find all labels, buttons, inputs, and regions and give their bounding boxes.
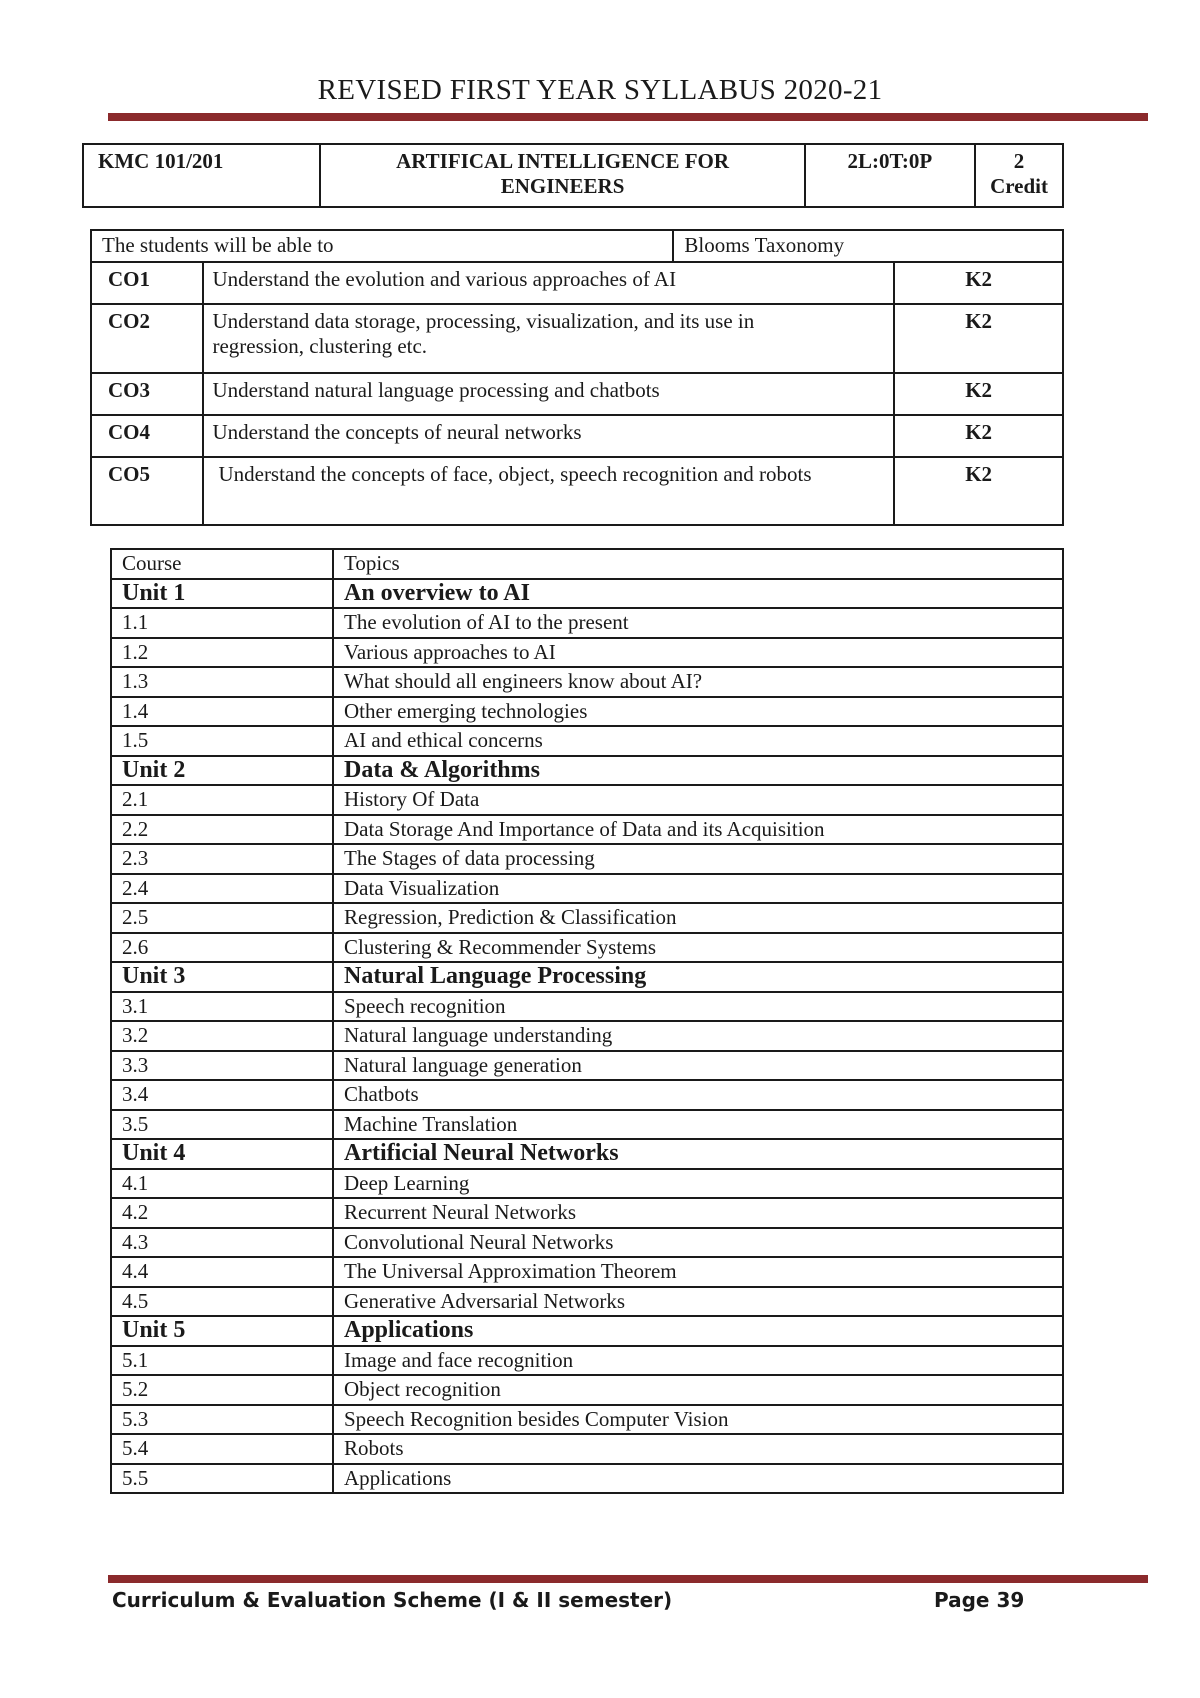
topic-title: What should all engineers know about AI? (333, 667, 1063, 697)
unit-title: An overview to AI (333, 579, 1063, 609)
topic-row (111, 844, 1063, 874)
topic-number: 2.4 (111, 874, 333, 904)
topic-title: Regression, Prediction & Classification (333, 903, 1063, 933)
outcome-text-wrap: Understand data storage, processing, visualization, and its use in regression, clustering etc. (212, 309, 755, 358)
topic-row (111, 1375, 1063, 1405)
topic-number: 5.2 (111, 1375, 333, 1405)
topic-row (111, 1346, 1063, 1376)
topic-number: 3.4 (111, 1080, 333, 1110)
topic-number: 1.4 (111, 697, 333, 727)
course-credits: 2 Credit (975, 144, 1063, 207)
topic-title: Object recognition (333, 1375, 1063, 1405)
outcomes-header-row (91, 230, 1063, 262)
topic-number: 2.6 (111, 933, 333, 963)
top-divider (108, 113, 1148, 121)
topic-row (111, 697, 1063, 727)
topic-title: Machine Translation (333, 1110, 1063, 1140)
topics-col-topics: Topics (333, 549, 1063, 579)
topic-title: Natural language understanding (333, 1021, 1063, 1051)
topic-row (111, 726, 1063, 756)
topic-row (111, 1287, 1063, 1317)
topic-title: The Universal Approximation Theorem (333, 1257, 1063, 1287)
topic-title: The evolution of AI to the present (333, 608, 1063, 638)
course-header-row (83, 144, 1063, 207)
topic-row (111, 1228, 1063, 1258)
topic-row (111, 1110, 1063, 1140)
topic-title: Generative Adversarial Networks (333, 1287, 1063, 1317)
topic-number: 5.4 (111, 1434, 333, 1464)
topic-title: Robots (333, 1434, 1063, 1464)
topic-number: 4.3 (111, 1228, 333, 1258)
outcome-text (203, 304, 894, 373)
outcome-level: K2 (894, 373, 1063, 415)
topic-title: Recurrent Neural Networks (333, 1198, 1063, 1228)
topics-header-row (111, 549, 1063, 579)
unit-title: Data & Algorithms (333, 756, 1063, 786)
topic-row (111, 785, 1063, 815)
topic-title: History Of Data (333, 785, 1063, 815)
unit-title: Applications (333, 1316, 1063, 1346)
topic-title: Applications (333, 1464, 1063, 1494)
unit-label: Unit 4 (111, 1139, 333, 1169)
outcome-text: Understand the concepts of neural networks (203, 415, 894, 457)
outcome-code: CO3 (91, 373, 203, 415)
topic-title: AI and ethical concerns (333, 726, 1063, 756)
outcome-level: K2 (894, 304, 1063, 373)
outcome-level: K2 (894, 262, 1063, 304)
topic-number: 5.1 (111, 1346, 333, 1376)
topic-title: Chatbots (333, 1080, 1063, 1110)
unit-row (111, 962, 1063, 992)
unit-row (111, 756, 1063, 786)
topic-number: 4.4 (111, 1257, 333, 1287)
unit-title: Natural Language Processing (333, 962, 1063, 992)
topic-number: 4.1 (111, 1169, 333, 1199)
column-sizer-row (91, 525, 1063, 526)
topic-title: Other emerging technologies (333, 697, 1063, 727)
unit-label: Unit 3 (111, 962, 333, 992)
topic-title: Speech Recognition besides Computer Vision (333, 1405, 1063, 1435)
topic-title: Various approaches to AI (333, 638, 1063, 668)
topic-number: 1.5 (111, 726, 333, 756)
topic-row (111, 667, 1063, 697)
outcome-row (91, 457, 1063, 525)
topic-title: Clustering & Recommender Systems (333, 933, 1063, 963)
outcome-code: CO5 (91, 457, 203, 525)
outcome-text: Understand natural language processing and chatbots (203, 373, 894, 415)
topic-row (111, 638, 1063, 668)
footer-scheme-label: Curriculum & Evaluation Scheme (I & II semester) (112, 1588, 673, 1612)
topic-row (111, 1198, 1063, 1228)
outcome-row (91, 262, 1063, 304)
topic-number: 3.3 (111, 1051, 333, 1081)
bottom-divider (108, 1575, 1148, 1583)
topic-number: 2.2 (111, 815, 333, 845)
unit-row (111, 1139, 1063, 1169)
unit-title: Artificial Neural Networks (333, 1139, 1063, 1169)
topic-row (111, 933, 1063, 963)
topic-number: 1.3 (111, 667, 333, 697)
outcome-code: CO4 (91, 415, 203, 457)
topic-row (111, 903, 1063, 933)
topic-number: 2.1 (111, 785, 333, 815)
topic-title: Data Storage And Importance of Data and its Acquisition (333, 815, 1063, 845)
unit-label: Unit 5 (111, 1316, 333, 1346)
topic-row (111, 1434, 1063, 1464)
blooms-taxonomy-label: Blooms Taxonomy (673, 230, 1063, 262)
topic-title: Deep Learning (333, 1169, 1063, 1199)
topic-title: Data Visualization (333, 874, 1063, 904)
topic-number: 2.3 (111, 844, 333, 874)
topic-number: 1.1 (111, 608, 333, 638)
outcome-text-wrap: Understand the concepts of face, object, speech recognition and robots (218, 462, 812, 486)
topic-number: 5.5 (111, 1464, 333, 1494)
topic-row (111, 1021, 1063, 1051)
outcome-level: K2 (894, 457, 1063, 525)
outcome-text: Understand the evolution and various approaches of AI (203, 262, 894, 304)
topic-row (111, 1080, 1063, 1110)
unit-label: Unit 2 (111, 756, 333, 786)
topics-col-course: Course (111, 549, 333, 579)
topic-row (111, 1257, 1063, 1287)
topic-row (111, 815, 1063, 845)
topic-row (111, 608, 1063, 638)
topics-table (110, 548, 1064, 1494)
outcome-row (91, 415, 1063, 457)
outcome-row (91, 304, 1063, 373)
outcomes-intro: The students will be able to (91, 230, 673, 262)
topic-number: 2.5 (111, 903, 333, 933)
topic-number: 3.1 (111, 992, 333, 1022)
course-ltp: 2L:0T:0P (805, 144, 975, 207)
page-title: REVISED FIRST YEAR SYLLABUS 2020-21 (317, 74, 883, 106)
topic-row (111, 874, 1063, 904)
topic-number: 3.2 (111, 1021, 333, 1051)
topic-number: 3.5 (111, 1110, 333, 1140)
topic-number: 4.5 (111, 1287, 333, 1317)
topic-title: Convolutional Neural Networks (333, 1228, 1063, 1258)
topic-row (111, 1405, 1063, 1435)
topics-table-body (111, 549, 1063, 1493)
course-title: ARTIFICAL INTELLIGENCE FOR ENGINEERS (320, 144, 804, 207)
outcome-level: K2 (894, 415, 1063, 457)
outcome-code: CO2 (91, 304, 203, 373)
outcome-row (91, 373, 1063, 415)
topic-row (111, 1464, 1063, 1494)
topic-row (111, 1051, 1063, 1081)
unit-row (111, 1316, 1063, 1346)
topic-number: 1.2 (111, 638, 333, 668)
outcome-text (203, 457, 894, 525)
course-code: KMC 101/201 (83, 144, 320, 207)
course-outcomes-table (90, 229, 1064, 526)
topic-title: The Stages of data processing (333, 844, 1063, 874)
footer-page-number: Page 39 (934, 1588, 1025, 1612)
topic-row (111, 992, 1063, 1022)
topic-number: 4.2 (111, 1198, 333, 1228)
outcome-code: CO1 (91, 262, 203, 304)
topic-row (111, 1169, 1063, 1199)
topic-number: 5.3 (111, 1405, 333, 1435)
unit-row (111, 579, 1063, 609)
topic-title: Image and face recognition (333, 1346, 1063, 1376)
unit-label: Unit 1 (111, 579, 333, 609)
topic-title: Speech recognition (333, 992, 1063, 1022)
course-header-table (82, 143, 1064, 208)
topic-title: Natural language generation (333, 1051, 1063, 1081)
